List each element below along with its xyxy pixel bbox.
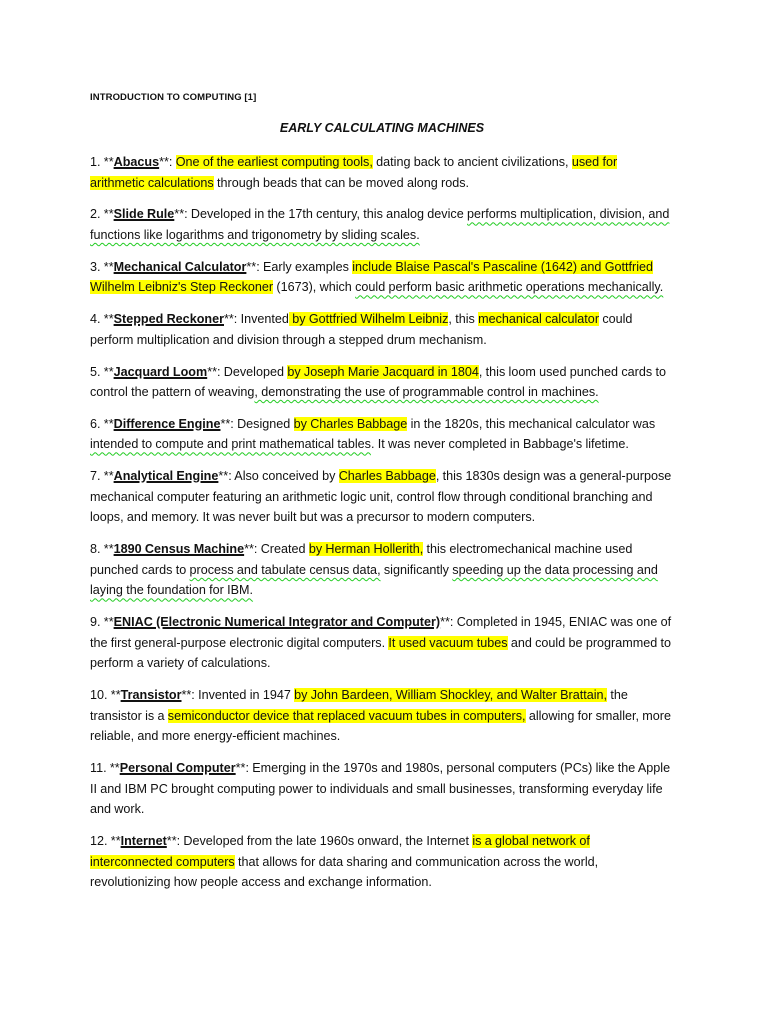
item-text: 9. ** [90,615,114,630]
item-term: Personal Computer [119,761,236,776]
item-text: **: Invented [224,312,289,327]
item-term: ENIAC (Electronic Numerical Integrator and Computer) [113,615,441,630]
item-text: 3. ** [90,259,114,274]
item-text: significantly [380,562,453,577]
list-item [90,414,674,455]
list-item [90,758,674,820]
item-text: (1673), which [273,280,356,295]
item-text: , this loom used punched cards to control the pattern of weaving [90,364,666,400]
item-text: dating back to ancient civilizations, [372,155,572,169]
item-text: could perform multiplication and division through a stepped drum mechanism. [90,312,633,347]
item-text: through beads that can be moved along rods. [213,175,470,190]
item-text: **: [159,155,176,169]
grammar-underlined-text: , demonstrating the use of programmable control in machines. [254,385,599,400]
item-term: Stepped Reckoner [113,312,224,327]
item-text: in the 1820s, this mechanical calculator was [407,416,656,431]
item-text: , this [448,312,479,327]
item-text: 5. ** [90,364,114,379]
item-text: 8. ** [90,542,114,557]
item-text: **: Invented in 1947 [181,688,295,703]
list-item [90,257,674,298]
list-item [90,539,674,601]
list-item [90,466,674,528]
item-term: 1890 Census Machine [113,542,245,557]
item-text: and could be programmed to perform a variety of calculations. [90,635,672,671]
list-item [90,831,674,893]
highlighted-text: by Joseph Marie Jacquard in 1804 [287,364,479,379]
item-text: **: Developed in the 17th century, this analog device [174,207,468,222]
item-term: Jacquard Loom [113,364,208,379]
item-text: 4. ** [90,312,114,327]
item-term: Difference Engine [113,416,221,431]
highlighted-text: by Herman Hollerith, [308,542,424,557]
item-term: Analytical Engine [113,469,219,484]
item-text: the transistor is a [90,688,628,723]
highlighted-text: Charles Babbage [338,469,436,484]
item-text: **: Developed from the late 1960s onward, the Internet [166,834,473,849]
item-text: 1. ** [90,155,114,169]
highlighted-text: semiconductor device that replaced vacuum tubes in computers, [167,708,526,723]
highlighted-text: by John Bardeen, William Shockley, and Walter Brattain, [294,688,608,703]
list-item [90,685,674,747]
item-text: 2. ** [90,207,114,222]
item-text: allowing for smaller, more reliable, and more energy-efficient machines. [90,708,671,744]
list-item [90,309,674,350]
item-text: that allows for data sharing and communication across the world, revolutionizing how people access and exchange information. [90,854,599,890]
item-text: 12. ** [90,834,121,849]
document-title: EARLY CALCULATING MACHINES [279,121,485,135]
list-item [90,152,674,193]
item-text: 6. ** [90,416,114,431]
highlighted-text: is a global network of interconnected computers [90,834,590,869]
item-term: Internet [120,834,167,849]
list-item [90,612,674,674]
item-text: **: Also conceived by [218,469,339,484]
item-text: this electromechanical machine used punched cards to [90,542,633,577]
item-text: **: Created [244,542,309,557]
item-text: , this 1830s design was a general-purpose mechanical computer featuring an arithmetic logic unit, control flow through conditional branching and loops, and memory. It was never built but was a precursor to modern computers. [90,469,672,525]
item-term: Abacus [113,155,160,169]
machine-list [90,152,674,904]
item-text: **: Emerging in the 1970s and 1980s, personal computers (PCs) like the Apple II and IBM PC brought computing power to individuals and small businesses, transforming everyday life and work. [90,761,671,817]
item-text: **: Early examples [246,259,353,274]
grammar-underlined-text: intended to compute and print mathematical tables [90,437,371,452]
list-item [90,362,674,403]
document-header: INTRODUCTION TO COMPUTING [1] [90,92,257,103]
item-text: 7. ** [90,469,114,484]
highlighted-text: include Blaise Pascal's Pascaline (1642) and Gottfried Wilhelm Leibniz's Step Reckoner [90,259,654,295]
item-text: **: Developed [207,364,288,379]
item-text: . It was never completed in Babbage's lifetime. [370,437,629,452]
highlighted-text: One of the earliest computing tools, [175,155,373,169]
highlighted-text: by Charles Babbage [293,416,408,431]
grammar-underlined-text: could perform basic arithmetic operations mechanically. [355,280,664,295]
list-item [90,204,674,245]
grammar-underlined-text: performs multiplication, division, and functions like logarithms and trigonometry by sliding scales. [90,207,670,242]
highlighted-text: by Gottfried Wilhelm Leibniz [288,312,449,327]
item-text: **: Designed [220,416,294,431]
highlighted-text: mechanical calculator [478,312,600,327]
item-term: Mechanical Calculator [113,259,247,274]
item-text: 11. ** [90,761,120,776]
highlighted-text: used for arithmetic calculations [90,155,618,190]
item-text: 10. ** [90,688,121,703]
grammar-underlined-text: process and tabulate census data, [189,562,381,577]
highlighted-text: It used vacuum tubes [388,635,508,650]
grammar-underlined-text: speeding up the data processing and laying the foundation for IBM. [90,562,658,598]
item-text: **: Completed in 1945, ENIAC was one of the first general-purpose electronic digital computers. [90,615,672,650]
item-term: Slide Rule [113,207,175,222]
item-term: Transistor [120,688,182,703]
